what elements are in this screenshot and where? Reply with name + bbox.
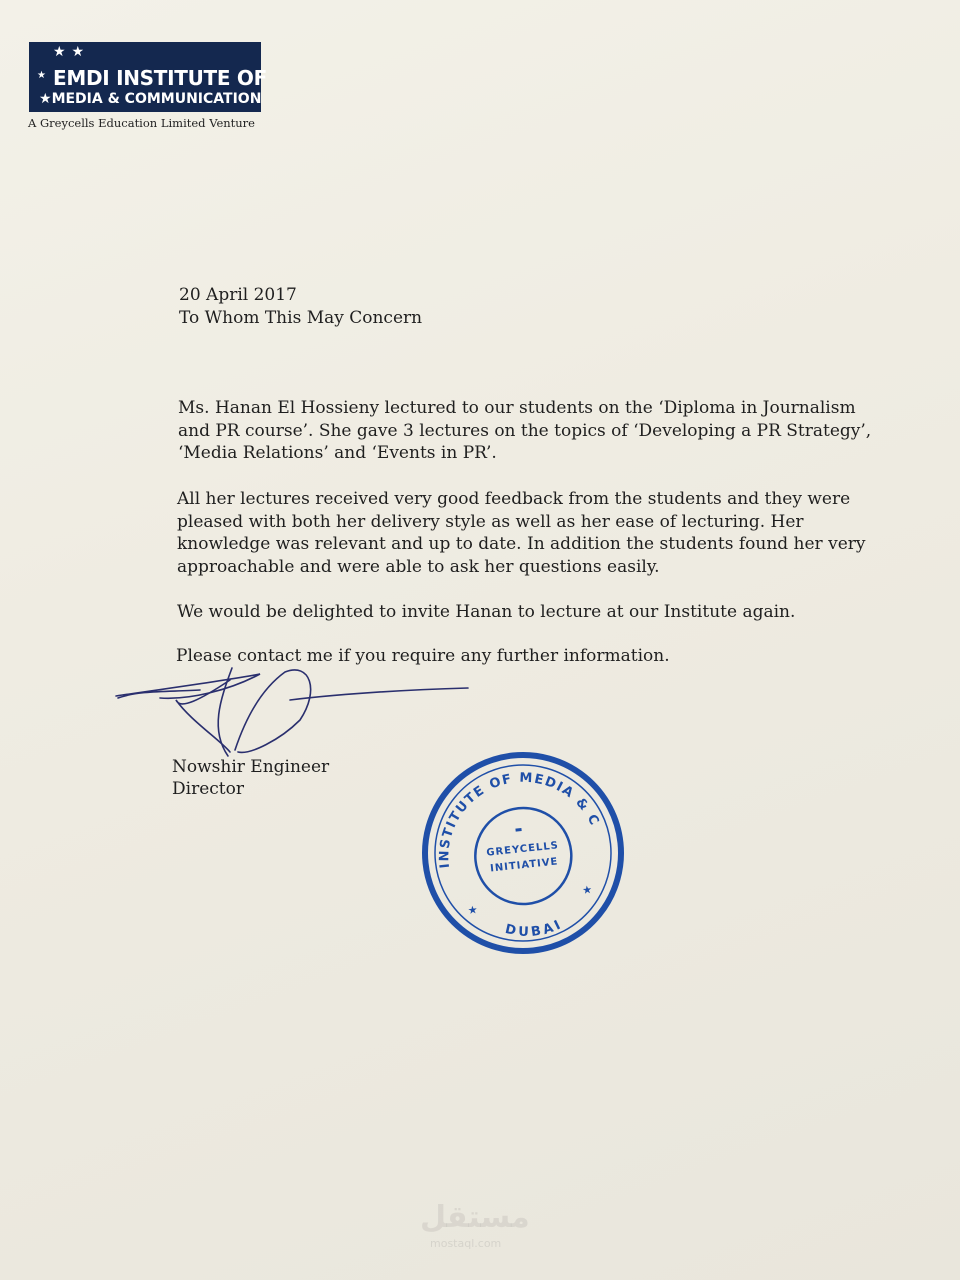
paragraph-2-line: pleased with both her delivery style as well as her ease of lecturing. Her bbox=[177, 511, 804, 532]
stamp-bottom-text: DUBAI bbox=[503, 916, 566, 941]
stamp-outer-text: INSTITUTE OF MEDIA & COMMUNICATION bbox=[437, 770, 603, 870]
signatory-name: Nowshir Engineer bbox=[172, 757, 330, 777]
letter-salutation: To Whom This May Concern bbox=[179, 308, 423, 328]
paragraph-3: We would be delighted to invite Hanan to lecture at our Institute again. bbox=[177, 602, 796, 622]
stamp-star-icon: ★ bbox=[467, 903, 479, 918]
logo-star-icon: ★ bbox=[37, 70, 46, 81]
watermark: مستقل bbox=[420, 1200, 530, 1235]
paragraph-2-line: approachable and were able to ask her questions easily. bbox=[177, 556, 660, 577]
stamp-inner-line2: INITIATIVE bbox=[489, 856, 559, 875]
signatory-title: Director bbox=[172, 779, 244, 799]
paragraph-1-line: Ms. Hanan El Hossieny lectured to our students on the ‘Diploma in Journalism bbox=[178, 398, 856, 418]
letter-date: 20 April 2017 bbox=[179, 285, 297, 305]
paragraph-1-line: ‘Media Relations’ and ‘Events in PR’. bbox=[178, 443, 497, 463]
svg-text:DUBAI bbox=[502, 916, 566, 943]
paragraph-1-line: and PR course’. She gave 3 lectures on the topics of ‘Developing a PR Strategy’, bbox=[178, 420, 872, 441]
logo-tagline: A Greycells Education Limited Venture bbox=[28, 116, 255, 130]
watermark-sub: mostaql.com bbox=[430, 1237, 502, 1250]
stamp-star-icon: ★ bbox=[581, 883, 593, 897]
paragraph-4: Please contact me if you require any further information. bbox=[176, 646, 670, 666]
paragraph-1 bbox=[178, 397, 872, 465]
institute-logo bbox=[29, 42, 267, 112]
paragraph-2-line: knowledge was relevant and up to date. In addition the students found her very bbox=[177, 534, 866, 554]
paragraph-2-line: All her lectures received very good feedback from the students and they were bbox=[177, 489, 851, 509]
logo-line2: ★MEDIA & COMMUNICATION bbox=[39, 91, 262, 107]
stamp-inner-line1: GREYCELLS bbox=[485, 840, 560, 859]
logo-stars-icon: ★★ bbox=[53, 44, 91, 60]
paragraph-2 bbox=[177, 488, 866, 578]
institute-stamp-icon bbox=[418, 748, 628, 958]
logo-line1: EMDI INSTITUTE OF bbox=[53, 66, 267, 90]
